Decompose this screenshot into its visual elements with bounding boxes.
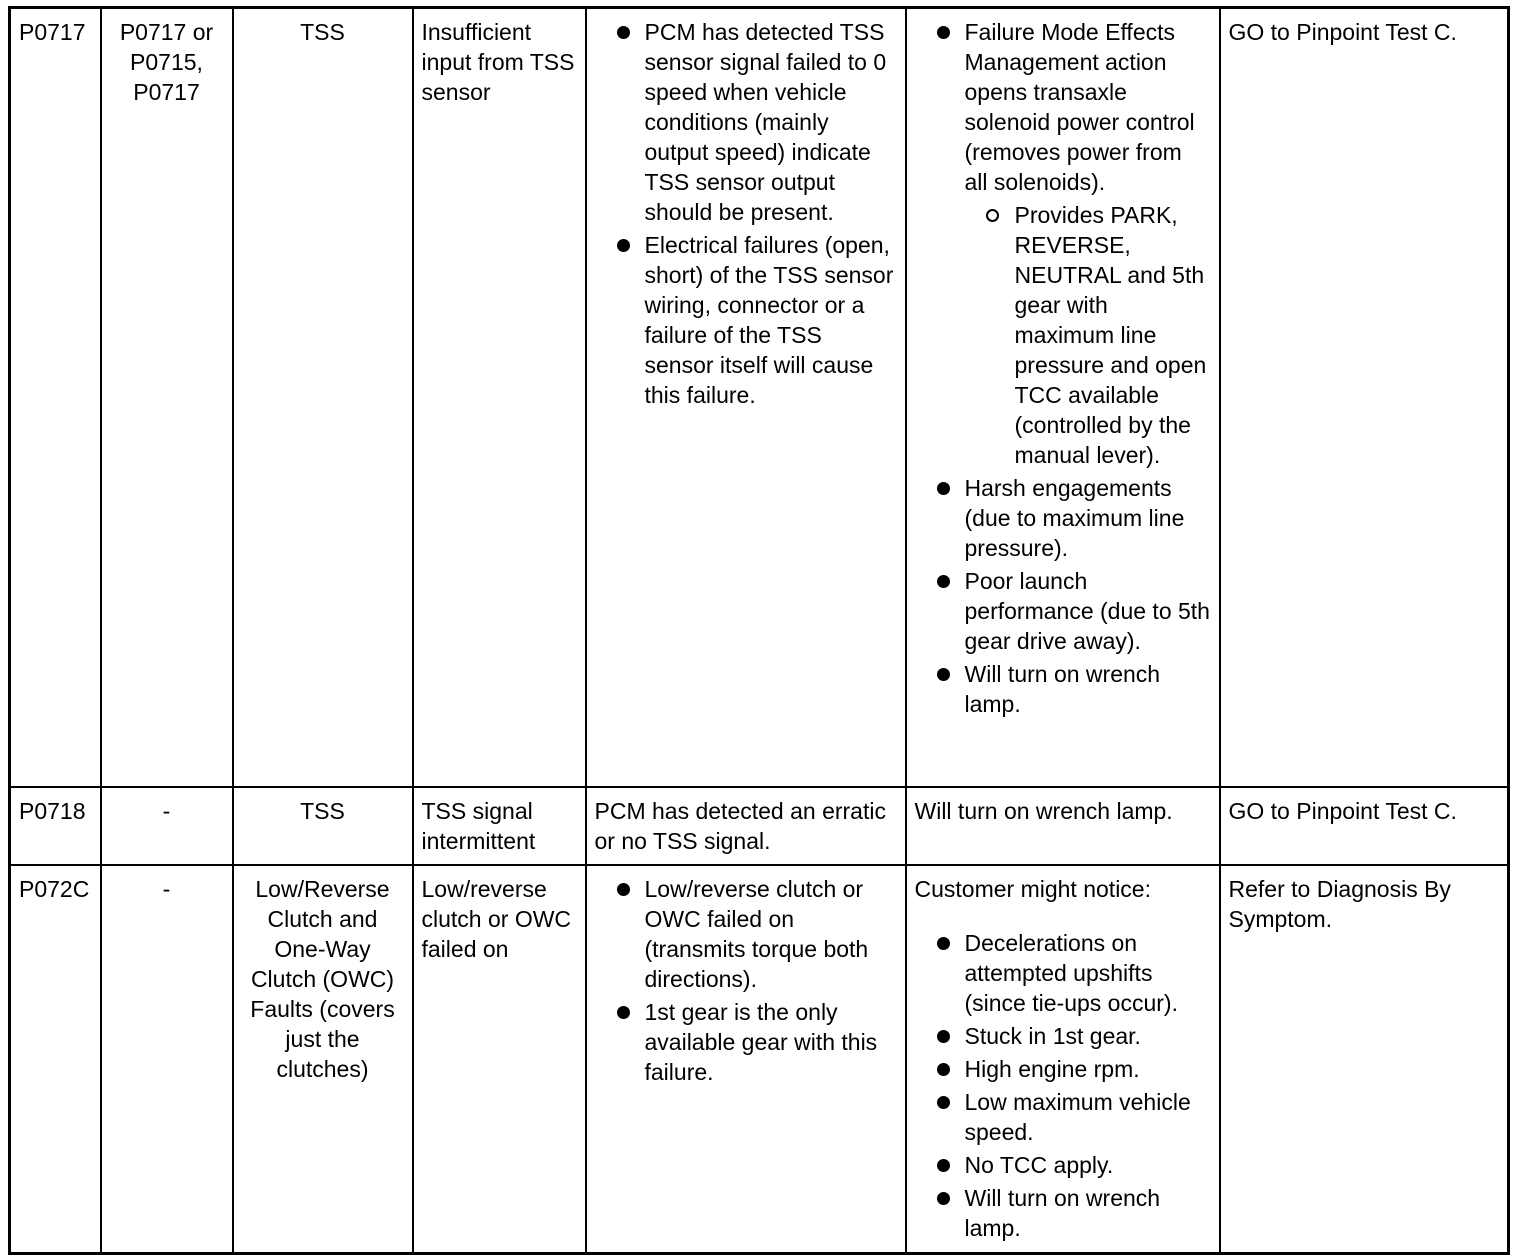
condition-bullet: 1st gear is the only available gear with this failure. bbox=[595, 997, 897, 1087]
description: Low/reverse clutch or OWC failed on bbox=[413, 865, 586, 1254]
symptom-bullet: Will turn on wrench lamp. bbox=[915, 659, 1211, 719]
component: Low/Reverse Clutch and One-Way Clutch (OWC) Faults (covers just the clutches) bbox=[233, 865, 413, 1254]
symptom-bullet: Harsh engagements (due to maximum line pressure). bbox=[915, 473, 1211, 563]
condition-bullet: Low/reverse clutch or OWC failed on (transmits torque both directions). bbox=[595, 874, 897, 994]
component: TSS bbox=[233, 787, 413, 865]
related-codes: P0717 or P0715, P0717 bbox=[101, 8, 233, 787]
symptom-sub-bullet: Provides PARK, REVERSE, NEUTRAL and 5th gear with maximum line pressure and open TCC available (controlled by the manual lever). bbox=[965, 200, 1211, 470]
table-row bbox=[10, 8, 1509, 787]
action: Refer to Diagnosis By Symptom. bbox=[1220, 865, 1509, 1254]
dtc-code: P0717 bbox=[10, 8, 101, 787]
condition-cell: PCM has detected an erratic or no TSS signal. bbox=[586, 787, 906, 865]
dtc-table bbox=[8, 6, 1510, 1255]
table-row bbox=[10, 787, 1509, 865]
description: Insufficient input from TSS sensor bbox=[413, 8, 586, 787]
symptom-bullet bbox=[915, 17, 1211, 470]
condition-cell bbox=[586, 8, 906, 787]
symptom-bullet: No TCC apply. bbox=[915, 1150, 1211, 1180]
table-row bbox=[10, 865, 1509, 1254]
symptom-cell bbox=[906, 8, 1220, 787]
description: TSS signal intermittent bbox=[413, 787, 586, 865]
condition-bullet: PCM has detected TSS sensor signal failed to 0 speed when vehicle conditions (mainly output speed) indicate TSS sensor output should be present. bbox=[595, 17, 897, 227]
symptom-bullet: Poor launch performance (due to 5th gear drive away). bbox=[915, 566, 1211, 656]
symptom-bullet: Stuck in 1st gear. bbox=[915, 1021, 1211, 1051]
dtc-code: P072C bbox=[10, 865, 101, 1254]
related-codes: - bbox=[101, 787, 233, 865]
component: TSS bbox=[233, 8, 413, 787]
symptom-bullet: High engine rpm. bbox=[915, 1054, 1211, 1084]
symptom-bullet: Will turn on wrench lamp. bbox=[915, 1183, 1211, 1243]
action: GO to Pinpoint Test C. bbox=[1220, 787, 1509, 865]
dtc-code: P0718 bbox=[10, 787, 101, 865]
related-codes: - bbox=[101, 865, 233, 1254]
action: GO to Pinpoint Test C. bbox=[1220, 8, 1509, 787]
condition-cell bbox=[586, 865, 906, 1254]
symptom-lead: Customer might notice: bbox=[914, 875, 1151, 902]
symptom-bullet: Decelerations on attempted upshifts (since tie-ups occur). bbox=[915, 928, 1211, 1018]
symptom-bullet: Low maximum vehicle speed. bbox=[915, 1087, 1211, 1147]
condition-bullet: Electrical failures (open, short) of the TSS sensor wiring, connector or a failure of the TSS sensor itself will cause this failure. bbox=[595, 230, 897, 410]
symptom-cell bbox=[906, 865, 1220, 1254]
symptom-bullet-text: Failure Mode Effects Management action opens transaxle solenoid power control (removes power from all solenoids). bbox=[964, 19, 1195, 195]
symptom-cell: Will turn on wrench lamp. bbox=[906, 787, 1220, 865]
